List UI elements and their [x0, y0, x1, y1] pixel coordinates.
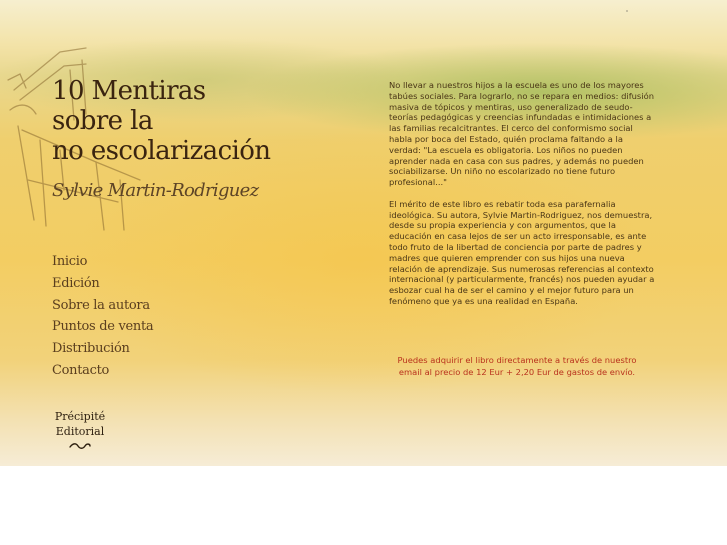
- nav-item-sobre-la-autora[interactable]: Sobre la autora: [52, 297, 150, 313]
- book-author: Sylvie Martin-Rodriguez: [52, 180, 259, 201]
- main-nav: [52, 252, 153, 383]
- nav-item-contacto[interactable]: Contacto: [52, 362, 110, 378]
- book-description: [389, 80, 655, 318]
- nav-item-distribucion[interactable]: Distribución: [52, 341, 130, 357]
- book-title-line-1: 10 Mentiras: [52, 76, 206, 106]
- description-paragraph-1: No llevar a nuestros hijos a la escuela es uno de los mayores tabúes sociales. Para lograrlo, no se repara en medios: difusión masiva de tópicos y mentiras, uso generalizado de seudo-teorías pedagógicas y creencias infundadas e intimidaciones a las familias recalcitrantes. El cerco del conformismo social habla por boca del Estado, quién proclama faltando a la verdad: "La escuela es obligatoria. Los niños no pueden aprender nada en casa con sus padres, y además no pueden sociabilizarse. Un niño no escolarizado no tiene futuro profesional...": [389, 80, 654, 188]
- book-title: [52, 76, 270, 166]
- publisher-name-line-2: Editorial: [55, 425, 105, 438]
- purchase-notice: Puedes adquirir el libro directamente a través de nuestro email al precio de 12 Eur + 2,20 Eur de gastos de envío.: [397, 355, 637, 377]
- nav-item-edicion[interactable]: Edición: [52, 275, 100, 291]
- publisher-name-line-1: Précipité: [54, 410, 106, 423]
- book-title-line-2: sobre la: [52, 106, 153, 136]
- nav-item-inicio[interactable]: Inicio: [52, 254, 88, 269]
- nav-item-puntos-de-venta[interactable]: Puntos de venta: [52, 319, 154, 335]
- decorative-dot: [626, 10, 628, 12]
- description-paragraph-2: El mérito de este libro es rebatir toda esa parafernalia ideológica. Su autora, Sylvie Martin-Rodriguez, nos demuestra, desde su propia experiencia y con argumentos, que la educación en casa lejos de ser un acto irresponsable, es ante todo fruto de la libertad de conciencia por parte de padres y madres que quieren emprender con sus hijos una nueva relación de aprendizaje. Sus numerosas referencias al contexto internacional (y particularmente, francés) nos pueden ayudar a esbozar cual ha de ser el camino y el mejor futuro para un fenómeno que ya es una realidad en España.: [389, 198, 655, 306]
- book-title-line-3: no escolarización: [52, 136, 271, 166]
- ornament-icon: [68, 442, 92, 450]
- publisher-logo: [52, 409, 108, 450]
